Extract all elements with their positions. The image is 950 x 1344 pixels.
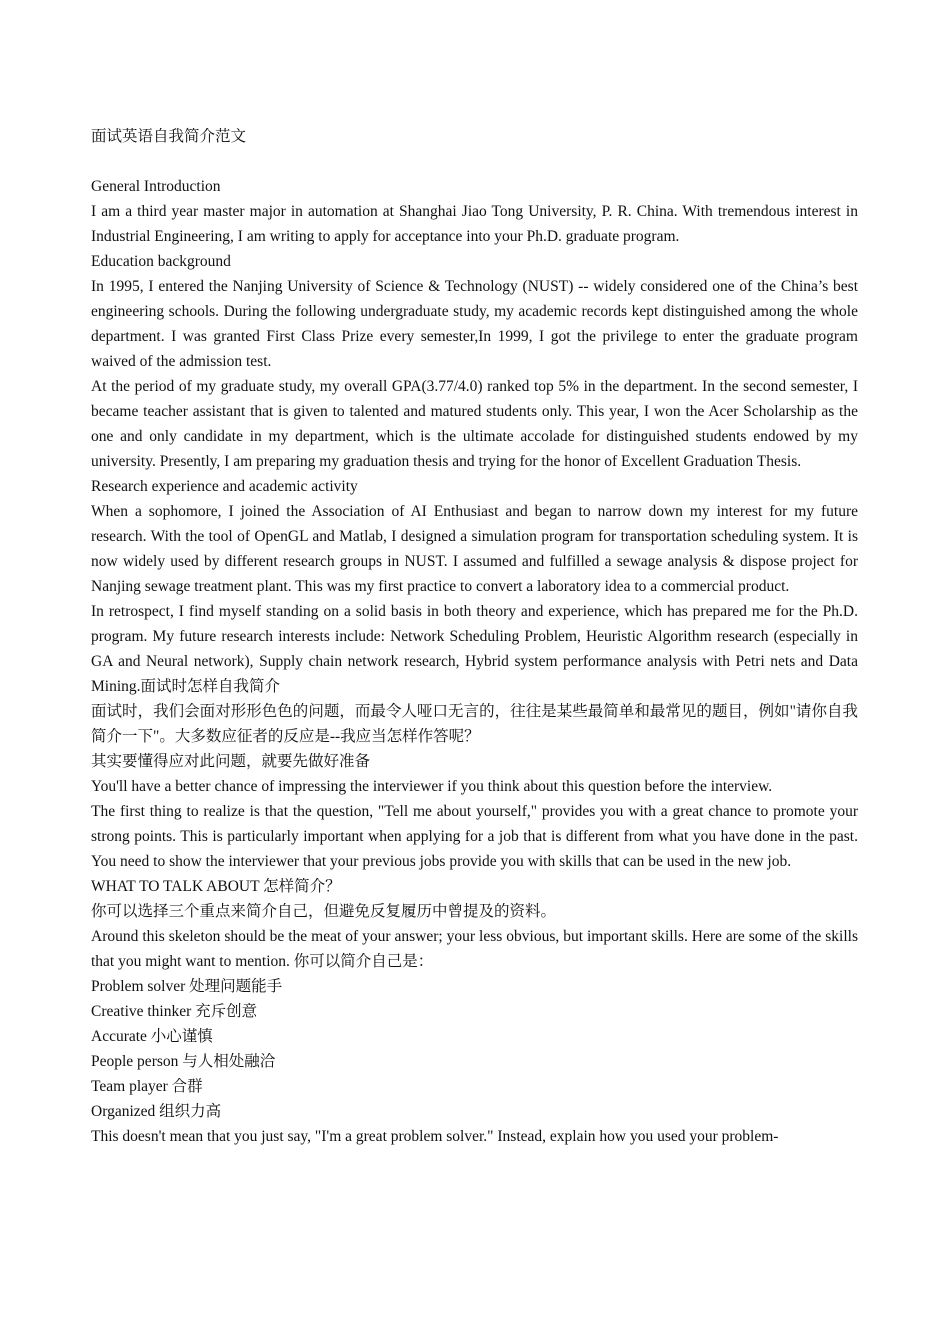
paragraph-education-2: At the period of my graduate study, my overall GPA(3.77/4.0) ranked top 5% in the department. In the second semester, I became teacher assistant that is given to talented and matured students only. This year, I won the Acer Scholarship as the one and only candidate in my department, which is the ultimate accolade for distinguished students endowed by my university. Presently, I am preparing my graduation thesis and trying for the honor of Excellent Graduation Thesis. — [91, 378, 858, 470]
skill-item-people-person: People person 与人相处融洽 — [91, 1053, 276, 1070]
section-heading-education-background: Education background — [91, 253, 231, 270]
skill-item-team-player: Team player 合群 — [91, 1078, 203, 1095]
paragraph-interview-intro-cn: 面试时，我们会面对形形色色的问题，而最令人哑口无言的，往往是某些最简单和最常见的题目，例如"请你自我简介一下"。大多数应征者的反应是--我应当怎样作答呢？ — [91, 703, 858, 745]
document-title: 面试英语自我简介范文 — [91, 128, 247, 145]
paragraph-better-chance: You'll have a better chance of impressing the interviewer if you think about this question before the interview. — [91, 778, 773, 795]
line-three-points-cn: 你可以选择三个重点来简介自己，但避免反复履历中曾提及的资料。 — [91, 903, 557, 920]
section-heading-what-to-talk-about: WHAT TO TALK ABOUT 怎样简介？ — [91, 878, 341, 895]
line-prepare-cn: 其实要懂得应对此问题，就要先做好准备 — [91, 753, 371, 770]
section-heading-research-experience: Research experience and academic activity — [91, 478, 358, 495]
paragraph-first-thing: The first thing to realize is that the question, "Tell me about yourself," provides you with a great chance to promote your strong points. This is particularly important when applying for a job that is different from what you have done in the past. You need to show the interviewer that your previous jobs provide you with skills that can be used in the new job. — [91, 803, 858, 870]
paragraph-skeleton: Around this skeleton should be the meat of your answer; your less obvious, but important skills. Here are some of the skills that you might want to mention. 你可以简介自己是： — [91, 928, 858, 970]
skill-item-accurate: Accurate 小心谨慎 — [91, 1028, 213, 1045]
document-page — [91, 124, 858, 1149]
paragraph-research-1: When a sophomore, I joined the Association of AI Enthusiast and began to narrow down my interest for my future research. With the tool of OpenGL and Matlab, I designed a simulation program for transportation scheduling system. It is now widely used by different research groups in NUST. I assumed and fulfilled a sewage analysis & dispose project for Nanjing sewage treatment plant. This was my first practice to convert a laboratory idea to a commercial product. — [91, 503, 858, 595]
section-heading-general-introduction: General Introduction — [91, 178, 221, 195]
skill-item-creative-thinker: Creative thinker 充斥创意 — [91, 1003, 258, 1020]
paragraph-general-introduction: I am a third year master major in automation at Shanghai Jiao Tong University, P. R. China. With tremendous interest in Industrial Engineering, I am writing to apply for acceptance into your Ph.D. graduate program. — [91, 203, 858, 245]
paragraph-research-2: In retrospect, I find myself standing on a solid basis in both theory and experience, which has prepared me for the Ph.D. program. My future research interests include: Network Scheduling Problem, Heuristic Algorithm research (especially in GA and Neural network), Supply chain network research, Hybrid system performance analysis with Petri nets and Data Mining.面试时怎样自我简介 — [91, 603, 858, 695]
paragraph-problem-solver-explain: This doesn't mean that you just say, "I'm a great problem solver." Instead, explain how you used your problem- — [91, 1128, 779, 1145]
skill-item-organized: Organized 组织力高 — [91, 1103, 222, 1120]
paragraph-education-1: In 1995, I entered the Nanjing University of Science & Technology (NUST) -- widely considered one of the China’s best engineering schools. During the following undergraduate study, my academic records kept distinguished among the whole department. I was granted First Class Prize every semester,In 1999, I got the privilege to enter the graduate program waived of the admission test. — [91, 278, 858, 370]
skill-item-problem-solver: Problem solver 处理问题能手 — [91, 978, 283, 995]
